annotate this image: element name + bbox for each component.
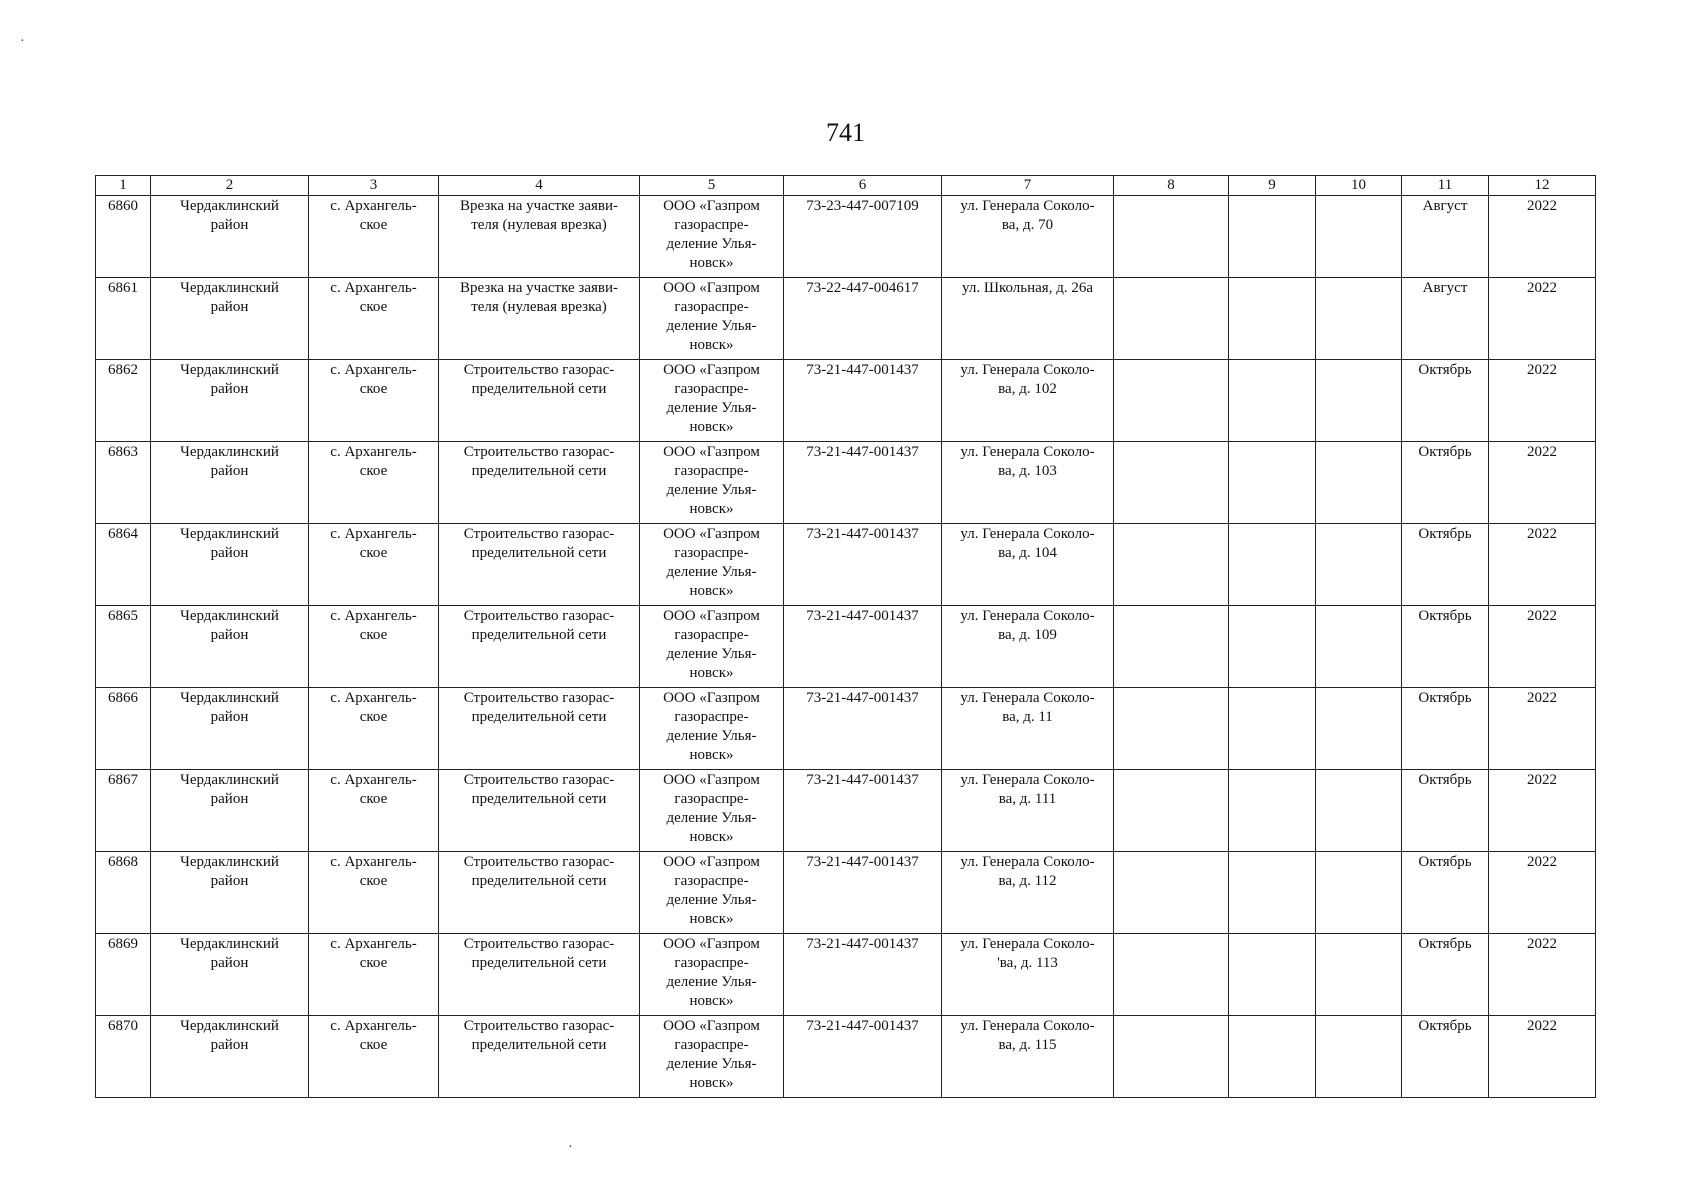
table-cell [151, 1016, 309, 1098]
cell-text: с. Архангель- ское [330, 198, 417, 233]
table-cell [784, 360, 942, 442]
cell-text: 2022 [1527, 772, 1557, 788]
cell-text: ул. Генерала Соколо- 'ва, д. 113 [960, 936, 1095, 971]
cell-text: Строительство газорас- пределительной сети [463, 1018, 615, 1053]
cell-text: 2022 [1527, 854, 1557, 870]
table-cell [784, 1016, 942, 1098]
cell-text: ООО «Газпром газораспре- деление Улья- новск» [663, 444, 760, 517]
table-cell [784, 770, 942, 852]
table-cell [1316, 524, 1402, 606]
cell-text: с. Архангель- ское [330, 444, 417, 479]
table-cell [784, 606, 942, 688]
cell-text: Чердаклинский район [180, 608, 279, 643]
table-cell [640, 606, 784, 688]
table-cell [784, 196, 942, 278]
table-cell [96, 852, 151, 934]
cell-text: Октябрь [1418, 772, 1472, 788]
cell-text: ул. Генерала Соколо- ва, д. 115 [960, 1018, 1095, 1053]
table-cell [439, 688, 640, 770]
cell-text: 2022 [1527, 444, 1557, 460]
cell-text: 2022 [1527, 198, 1557, 214]
cell-text: с. Архангель- ское [330, 526, 417, 561]
table-cell [151, 770, 309, 852]
table-cell [1229, 278, 1316, 360]
table-cell [309, 442, 439, 524]
table-cell [942, 1016, 1114, 1098]
table-row [96, 770, 1596, 852]
table-cell [1402, 524, 1489, 606]
scan-speck: · [20, 34, 25, 49]
cell-text: 6862 [108, 362, 138, 378]
table-cell [151, 934, 309, 1016]
cell-text: ООО «Газпром газораспре- деление Улья- новск» [663, 854, 760, 927]
table-cell [1316, 196, 1402, 278]
cell-text: 6866 [108, 690, 138, 706]
table-cell [1489, 360, 1596, 442]
cell-text: ООО «Газпром газораспре- деление Улья- новск» [663, 690, 760, 763]
table-cell [640, 196, 784, 278]
cell-text: Октябрь [1418, 608, 1472, 624]
cell-text: Чердаклинский район [180, 690, 279, 725]
table-cell [640, 524, 784, 606]
table-cell [96, 688, 151, 770]
table-cell [942, 606, 1114, 688]
table-cell [1114, 360, 1229, 442]
table-row [96, 196, 1596, 278]
cell-text: 73-21-447-001437 [806, 444, 919, 460]
cell-text: ООО «Газпром газораспре- деление Улья- новск» [663, 526, 760, 599]
cell-text: с. Архангель- ское [330, 362, 417, 397]
table-cell [942, 524, 1114, 606]
cell-text: Чердаклинский район [180, 526, 279, 561]
page-number: 741 [826, 118, 865, 147]
table-cell [96, 278, 151, 360]
cell-text: с. Архангель- ское [330, 280, 417, 315]
table-cell [640, 278, 784, 360]
cell-text: Октябрь [1418, 362, 1472, 378]
cell-text: ул. Генерала Соколо- ва, д. 103 [960, 444, 1095, 479]
table-cell [1229, 524, 1316, 606]
table-row [96, 852, 1596, 934]
table-cell [1316, 1016, 1402, 1098]
cell-text: 73-22-447-004617 [806, 280, 919, 296]
cell-text: 2022 [1527, 1018, 1557, 1034]
cell-text: Чердаклинский район [180, 772, 279, 807]
cell-text: Чердаклинский район [180, 198, 279, 233]
column-header: 4 [439, 176, 640, 196]
table-cell [784, 934, 942, 1016]
table-cell [1402, 934, 1489, 1016]
cell-text: Август [1422, 280, 1468, 296]
table-cell [1229, 934, 1316, 1016]
table-cell [96, 196, 151, 278]
column-header: 7 [942, 176, 1114, 196]
cell-text: Октябрь [1418, 444, 1472, 460]
table-cell [439, 852, 640, 934]
table-row [96, 688, 1596, 770]
cell-text: Октябрь [1418, 526, 1472, 542]
table-cell [1489, 688, 1596, 770]
cell-text: Врезка на участке заяви- теля (нулевая врезка) [460, 198, 618, 233]
cell-text: с. Архангель- ское [330, 1018, 417, 1053]
table-cell [1229, 1016, 1316, 1098]
cell-text: ООО «Газпром газораспре- деление Улья- новск» [663, 608, 760, 681]
table-cell [439, 360, 640, 442]
table-cell [1229, 770, 1316, 852]
cell-text: Строительство газорас- пределительной сети [463, 608, 615, 643]
table-cell [1229, 852, 1316, 934]
table-cell [942, 196, 1114, 278]
cell-text: 73-21-447-001437 [806, 690, 919, 706]
cell-text: ул. Генерала Соколо- ва, д. 11 [960, 690, 1095, 725]
table-cell [1316, 688, 1402, 770]
cell-text: Чердаклинский район [180, 362, 279, 397]
table-cell [151, 606, 309, 688]
table-row [96, 360, 1596, 442]
cell-text: 73-21-447-001437 [806, 608, 919, 624]
table-body [96, 196, 1596, 1098]
column-header: 2 [151, 176, 309, 196]
cell-text: ул. Генерала Соколо- ва, д. 102 [960, 362, 1095, 397]
table-cell [1229, 606, 1316, 688]
table-cell [309, 360, 439, 442]
column-header: 3 [309, 176, 439, 196]
cell-text: 2022 [1527, 280, 1557, 296]
table-cell [1402, 360, 1489, 442]
cell-text: 73-23-447-007109 [806, 198, 919, 214]
table-cell [309, 688, 439, 770]
table-cell [309, 934, 439, 1016]
table-cell [1114, 278, 1229, 360]
cell-text: Чердаклинский район [180, 280, 279, 315]
cell-text: Октябрь [1418, 854, 1472, 870]
cell-text: 73-21-447-001437 [806, 362, 919, 378]
cell-text: 6865 [108, 608, 138, 624]
table-cell [309, 278, 439, 360]
cell-text: 73-21-447-001437 [806, 1018, 919, 1034]
table-cell [1316, 852, 1402, 934]
table-cell [151, 524, 309, 606]
cell-text: Чердаклинский район [180, 1018, 279, 1053]
table-cell [640, 852, 784, 934]
table-cell [1489, 442, 1596, 524]
table-cell [942, 934, 1114, 1016]
cell-text: 73-21-447-001437 [806, 936, 919, 952]
cell-text: Октябрь [1418, 936, 1472, 952]
table-row [96, 1016, 1596, 1098]
table-cell [1402, 852, 1489, 934]
table-cell [1114, 196, 1229, 278]
table-cell [96, 360, 151, 442]
table-cell [1114, 770, 1229, 852]
table-cell [309, 1016, 439, 1098]
table-cell [942, 360, 1114, 442]
table-cell [784, 524, 942, 606]
cell-text: 6867 [108, 772, 138, 788]
table-cell [640, 934, 784, 1016]
cell-text: ООО «Газпром газораспре- деление Улья- новск» [663, 198, 760, 271]
table-cell [439, 524, 640, 606]
cell-text: 6868 [108, 854, 138, 870]
column-header: 6 [784, 176, 942, 196]
table-cell [1489, 1016, 1596, 1098]
table-cell [1402, 442, 1489, 524]
cell-text: Строительство газорас- пределительной сети [463, 772, 615, 807]
cell-text: 73-21-447-001437 [806, 526, 919, 542]
table-cell [640, 442, 784, 524]
table-cell [96, 606, 151, 688]
cell-text: ул. Генерала Соколо- ва, д. 111 [960, 772, 1095, 807]
cell-text: Строительство газорас- пределительной сети [463, 936, 615, 971]
table-cell [439, 196, 640, 278]
cell-text: ул. Генерала Соколо- ва, д. 112 [960, 854, 1095, 889]
table-cell [96, 442, 151, 524]
table-cell [1229, 196, 1316, 278]
cell-text: Август [1422, 198, 1468, 214]
table-cell [1316, 934, 1402, 1016]
cell-text: 73-21-447-001437 [806, 772, 919, 788]
table-cell [151, 852, 309, 934]
cell-text: ул. Генерала Соколо- ва, д. 70 [960, 198, 1095, 233]
table-cell [1489, 278, 1596, 360]
table-cell [439, 278, 640, 360]
table-cell [1489, 606, 1596, 688]
column-header: 11 [1402, 176, 1489, 196]
cell-text: с. Архангель- ское [330, 936, 417, 971]
column-header: 12 [1489, 176, 1596, 196]
table-cell [640, 360, 784, 442]
table-cell [1229, 442, 1316, 524]
table-cell [1114, 524, 1229, 606]
cell-text: Врезка на участке заяви- теля (нулевая врезка) [460, 280, 618, 315]
cell-text: с. Архангель- ское [330, 690, 417, 725]
cell-text: 2022 [1527, 608, 1557, 624]
table-row [96, 934, 1596, 1016]
table-cell [151, 196, 309, 278]
scan-speck: · [568, 1140, 573, 1155]
table-cell [151, 442, 309, 524]
table-cell [1489, 852, 1596, 934]
table-cell [942, 688, 1114, 770]
table-cell [1316, 770, 1402, 852]
column-header: 5 [640, 176, 784, 196]
table-cell [439, 1016, 640, 1098]
table-cell [151, 360, 309, 442]
table-row [96, 524, 1596, 606]
table-cell [96, 934, 151, 1016]
cell-text: с. Архангель- ское [330, 854, 417, 889]
table-cell [1316, 360, 1402, 442]
cell-text: ООО «Газпром газораспре- деление Улья- новск» [663, 362, 760, 435]
table-cell [1229, 360, 1316, 442]
data-table [95, 175, 1596, 1098]
table-cell [1402, 688, 1489, 770]
cell-text: Строительство газорас- пределительной сети [463, 854, 615, 889]
cell-text: ООО «Газпром газораспре- деление Улья- новск» [663, 1018, 760, 1091]
table-cell [640, 770, 784, 852]
cell-text: Чердаклинский район [180, 444, 279, 479]
cell-text: 2022 [1527, 936, 1557, 952]
table-cell [1114, 934, 1229, 1016]
table-cell [784, 688, 942, 770]
table-cell [1402, 1016, 1489, 1098]
table-header-row [96, 176, 1596, 196]
table-cell [309, 196, 439, 278]
table-cell [309, 524, 439, 606]
cell-text: Чердаклинский район [180, 936, 279, 971]
cell-text: Октябрь [1418, 690, 1472, 706]
table-cell [1229, 688, 1316, 770]
cell-text: 2022 [1527, 690, 1557, 706]
cell-text: с. Архангель- ское [330, 608, 417, 643]
cell-text: 6860 [108, 198, 138, 214]
table-cell [942, 770, 1114, 852]
column-header: 10 [1316, 176, 1402, 196]
cell-text: Строительство газорас- пределительной сети [463, 444, 615, 479]
table-cell [96, 1016, 151, 1098]
table-cell [439, 442, 640, 524]
table-cell [309, 606, 439, 688]
table-cell [1402, 770, 1489, 852]
table-row [96, 606, 1596, 688]
table-cell [1316, 606, 1402, 688]
cell-text: Строительство газорас- пределительной сети [463, 362, 615, 397]
cell-text: 6864 [108, 526, 138, 542]
table-cell [1489, 770, 1596, 852]
cell-text: Октябрь [1418, 1018, 1472, 1034]
table-row [96, 442, 1596, 524]
table-cell [96, 524, 151, 606]
cell-text: Чердаклинский район [180, 854, 279, 889]
cell-text: с. Архангель- ское [330, 772, 417, 807]
table-cell [1114, 852, 1229, 934]
table-cell [640, 1016, 784, 1098]
table-cell [1114, 606, 1229, 688]
cell-text: 6861 [108, 280, 138, 296]
table-cell [784, 852, 942, 934]
cell-text: ул. Школьная, д. 26а [962, 280, 1093, 296]
table-cell [439, 606, 640, 688]
table-cell [1114, 688, 1229, 770]
table-cell [439, 770, 640, 852]
table-cell [784, 278, 942, 360]
column-header: 9 [1229, 176, 1316, 196]
table-cell [96, 770, 151, 852]
column-header: 8 [1114, 176, 1229, 196]
table-cell [942, 442, 1114, 524]
cell-text: 2022 [1527, 362, 1557, 378]
column-header: 1 [96, 176, 151, 196]
cell-text: ООО «Газпром газораспре- деление Улья- новск» [663, 936, 760, 1009]
table-cell [1489, 934, 1596, 1016]
cell-text: 6869 [108, 936, 138, 952]
table-cell [1489, 196, 1596, 278]
cell-text: Строительство газорас- пределительной сети [463, 526, 615, 561]
table-cell [1114, 1016, 1229, 1098]
cell-text: 6863 [108, 444, 138, 460]
table-cell [1316, 278, 1402, 360]
table-cell [784, 442, 942, 524]
table-cell [309, 852, 439, 934]
cell-text: ООО «Газпром газораспре- деление Улья- новск» [663, 772, 760, 845]
table-cell [309, 770, 439, 852]
table-cell [1316, 442, 1402, 524]
table-cell [942, 852, 1114, 934]
table-cell [151, 688, 309, 770]
table-row [96, 278, 1596, 360]
table-cell [151, 278, 309, 360]
cell-text: 2022 [1527, 526, 1557, 542]
table-cell [942, 278, 1114, 360]
cell-text: Строительство газорас- пределительной сети [463, 690, 615, 725]
table-cell [439, 934, 640, 1016]
cell-text: 6870 [108, 1018, 138, 1034]
table-cell [1489, 524, 1596, 606]
cell-text: ул. Генерала Соколо- ва, д. 104 [960, 526, 1095, 561]
table-cell [1402, 196, 1489, 278]
table-cell [1114, 442, 1229, 524]
cell-text: ул. Генерала Соколо- ва, д. 109 [960, 608, 1095, 643]
cell-text: ООО «Газпром газораспре- деление Улья- новск» [663, 280, 760, 353]
table-cell [640, 688, 784, 770]
table-cell [1402, 606, 1489, 688]
cell-text: 73-21-447-001437 [806, 854, 919, 870]
table-cell [1402, 278, 1489, 360]
